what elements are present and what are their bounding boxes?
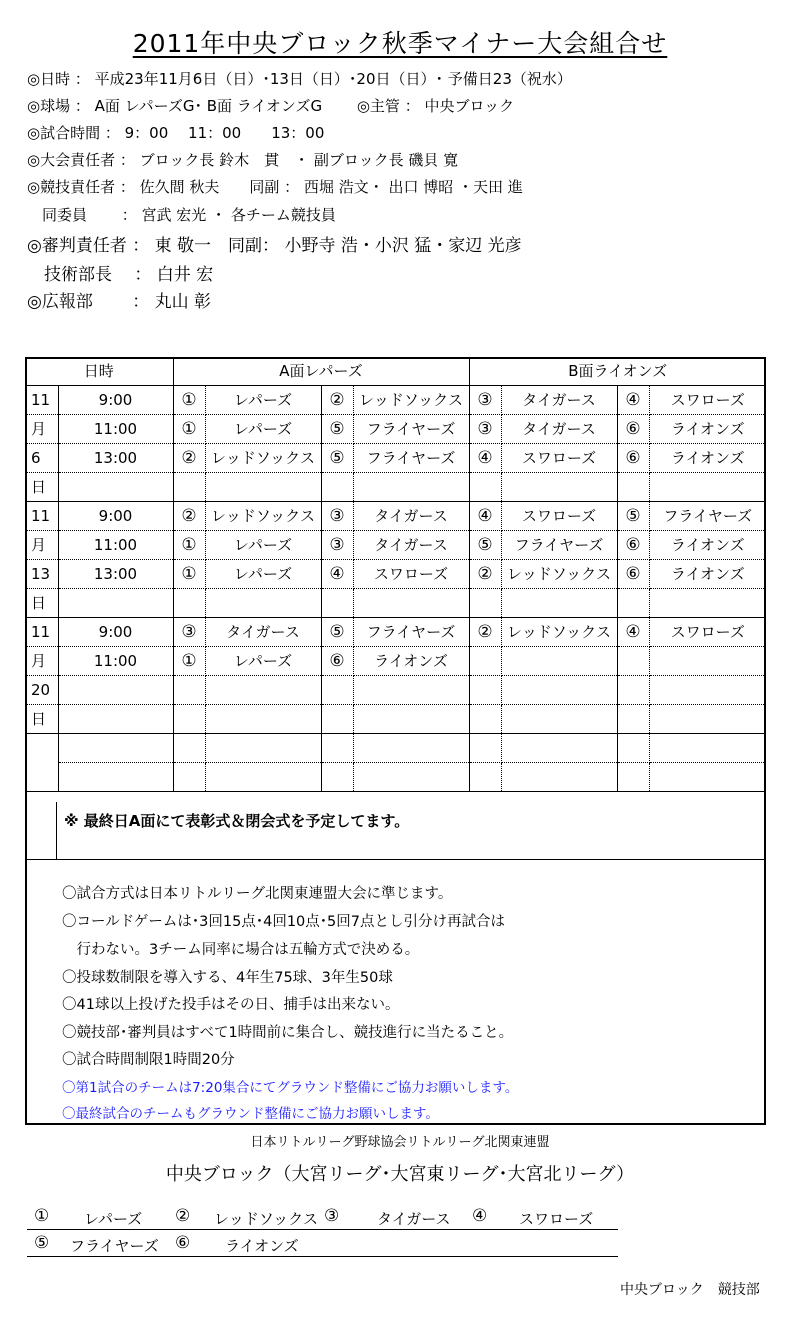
team-name <box>205 472 321 501</box>
team-number <box>321 588 353 617</box>
rule-line: 〇競技部･審判員はすべて1時間前に集合し、競技進行に当たること。 <box>62 1025 514 1041</box>
team-number: ④ <box>617 617 649 646</box>
time-cell <box>58 704 173 733</box>
legend-team: ライオンズ <box>225 1237 299 1255</box>
info-line: ◎試合時間 ： 9：00 11：00 13：00 <box>27 124 325 142</box>
empty-cell <box>58 762 173 791</box>
header-date: 日時 <box>25 357 173 385</box>
team-number: ② <box>321 385 353 414</box>
team-name: レパーズ <box>205 646 321 675</box>
legend-number: ① <box>34 1206 50 1226</box>
day-label: 日 <box>25 472 58 501</box>
time-cell <box>58 588 173 617</box>
team-number: ② <box>173 501 205 530</box>
team-name <box>205 588 321 617</box>
team-number <box>321 675 353 704</box>
team-name <box>649 646 766 675</box>
team-number: ③ <box>321 530 353 559</box>
team-number: ④ <box>617 385 649 414</box>
empty-cell <box>25 762 58 791</box>
legend-underline <box>27 1256 618 1257</box>
empty-cell <box>501 733 617 762</box>
info-line: ◎広報部 ： 丸山 彰 <box>27 292 212 312</box>
empty-cell <box>173 733 205 762</box>
team-number: ① <box>173 414 205 443</box>
note-bottom-rule <box>25 859 766 860</box>
time-cell <box>58 675 173 704</box>
team-number: ⑥ <box>617 414 649 443</box>
legend-team: レッドソックス <box>214 1210 318 1228</box>
team-name: タイガース <box>353 530 469 559</box>
team-name <box>353 588 469 617</box>
info-line: ◎審判責任者 ： 東 敬一 同副： 小野寺 浩・小沢 猛・家辺 光彦 <box>27 236 522 256</box>
team-name: ライオンズ <box>649 443 766 472</box>
day-label: 月 <box>25 530 58 559</box>
rule-line: 行わない。3チーム同率に場合は五輪方式で決める。 <box>62 942 420 958</box>
time-cell: 9:00 <box>58 501 173 530</box>
rule-line: 〇投球数制限を導入する、4年生75球、3年生50球 <box>62 970 393 986</box>
time-cell: 9:00 <box>58 617 173 646</box>
team-number: ② <box>173 443 205 472</box>
empty-cell <box>205 762 321 791</box>
team-name: レパーズ <box>205 385 321 414</box>
day-label: 11 <box>25 617 58 646</box>
team-number: ④ <box>469 443 501 472</box>
team-number <box>469 704 501 733</box>
legend-number: ③ <box>324 1206 340 1226</box>
team-name: フライヤーズ <box>649 501 766 530</box>
team-number: ⑤ <box>469 530 501 559</box>
empty-cell <box>58 733 173 762</box>
empty-cell <box>321 733 353 762</box>
header-field-b: B面ライオンズ <box>469 357 766 385</box>
team-number: ③ <box>469 385 501 414</box>
team-name <box>353 472 469 501</box>
team-number: ④ <box>321 559 353 588</box>
team-name: フライヤーズ <box>353 617 469 646</box>
team-number <box>617 472 649 501</box>
team-name <box>501 588 617 617</box>
team-name: レッドソックス <box>353 385 469 414</box>
team-name: スワローズ <box>353 559 469 588</box>
time-cell: 11:00 <box>58 646 173 675</box>
block-name: 中央ブロック（大宮リーグ･大宮東リーグ･大宮北リーグ） <box>165 1164 635 1185</box>
day-label: 11 <box>25 385 58 414</box>
team-name: ライオンズ <box>649 559 766 588</box>
team-name: タイガース <box>501 385 617 414</box>
empty-cell <box>353 762 469 791</box>
page-title: 2011年中央ブロック秋季マイナー大会組合せ <box>132 29 668 58</box>
team-number: ① <box>173 646 205 675</box>
team-name: タイガース <box>205 617 321 646</box>
team-name <box>649 588 766 617</box>
time-cell: 11:00 <box>58 530 173 559</box>
team-name: レッドソックス <box>205 443 321 472</box>
legend-number: ⑤ <box>34 1233 50 1253</box>
team-number: ① <box>173 385 205 414</box>
rule-line: 〇試合時間制限1時間20分 <box>62 1052 235 1068</box>
time-cell: 13:00 <box>58 443 173 472</box>
team-number: ⑥ <box>321 646 353 675</box>
rule-line: 〇最終試合のチームもグラウンド整備にご協力お願いします。 <box>62 1106 439 1122</box>
team-number <box>617 704 649 733</box>
legend-team: タイガース <box>377 1210 451 1228</box>
team-number: ② <box>469 617 501 646</box>
team-number: ⑤ <box>321 617 353 646</box>
empty-cell <box>649 762 766 791</box>
team-number <box>173 675 205 704</box>
legend-underline <box>27 1229 618 1230</box>
rule-line: 〇コールドゲームは･3回15点･4回10点･5回7点とし引分け再試合は <box>62 914 505 930</box>
day-label: 月 <box>25 646 58 675</box>
team-name <box>501 704 617 733</box>
day-label: 20 <box>25 675 58 704</box>
team-number: ⑥ <box>617 530 649 559</box>
team-name: レッドソックス <box>205 501 321 530</box>
empty-cell <box>469 733 501 762</box>
time-cell: 13:00 <box>58 559 173 588</box>
team-name: ライオンズ <box>649 414 766 443</box>
team-number: ① <box>173 530 205 559</box>
empty-cell <box>205 733 321 762</box>
legend-team: スワローズ <box>519 1210 594 1228</box>
team-name: フライヤーズ <box>353 443 469 472</box>
day-label: 日 <box>25 588 58 617</box>
team-name <box>353 675 469 704</box>
team-number: ① <box>173 559 205 588</box>
rule-line: 〇試合方式は日本リトルリーグ北関東連盟大会に準じます。 <box>62 886 453 902</box>
team-number: ⑤ <box>617 501 649 530</box>
team-name <box>353 704 469 733</box>
empty-cell <box>469 762 501 791</box>
day-label: 13 <box>25 559 58 588</box>
team-name <box>205 704 321 733</box>
team-name <box>649 704 766 733</box>
schedule-table <box>25 357 766 792</box>
team-number <box>617 646 649 675</box>
team-name: スワローズ <box>501 443 617 472</box>
footer-signature: 中央ブロック 競技部 <box>620 1282 760 1298</box>
team-name <box>501 646 617 675</box>
team-name: レッドソックス <box>501 559 617 588</box>
team-number: ⑥ <box>617 559 649 588</box>
rule-line: 〇41球以上投げた投手はその日、捕手は出来ない。 <box>62 997 400 1013</box>
empty-cell <box>617 733 649 762</box>
team-number: ⑤ <box>321 443 353 472</box>
day-label: 日 <box>25 704 58 733</box>
team-name <box>501 675 617 704</box>
info-line: 技術部長 ： 白井 宏 <box>27 265 214 285</box>
info-line: ◎競技責任者 ： 佐久間 秋夫 同副 ： 西堀 浩文・ 出口 博昭 ・天田 進 <box>27 178 523 196</box>
day-label: 6 <box>25 443 58 472</box>
team-number: ⑥ <box>617 443 649 472</box>
team-number: ④ <box>469 501 501 530</box>
team-name: レパーズ <box>205 559 321 588</box>
team-number <box>617 675 649 704</box>
team-number <box>173 704 205 733</box>
empty-cell <box>173 762 205 791</box>
team-number: ⑤ <box>321 414 353 443</box>
time-cell <box>58 472 173 501</box>
federation-name: 日本リトルリーグ野球協会リトルリーグ北関東連盟 <box>250 1135 550 1150</box>
team-number <box>617 588 649 617</box>
info-line: ◎大会責任者 ： ブロック長 鈴木 貫 ・ 副ブロック長 磯貝 寛 <box>27 151 459 169</box>
team-number <box>469 646 501 675</box>
team-name: スワローズ <box>649 617 766 646</box>
team-name: スワローズ <box>501 501 617 530</box>
team-number: ③ <box>469 414 501 443</box>
note-divider <box>56 802 57 860</box>
header-field-a: A面レパーズ <box>173 357 469 385</box>
empty-cell <box>617 762 649 791</box>
team-name: タイガース <box>501 414 617 443</box>
team-name: レパーズ <box>205 530 321 559</box>
team-name <box>649 675 766 704</box>
rule-line: 〇第1試合のチームは7:20集合にてグラウンド整備にご協力お願いします。 <box>62 1080 519 1096</box>
time-cell: 9:00 <box>58 385 173 414</box>
team-name <box>501 472 617 501</box>
time-cell: 11:00 <box>58 414 173 443</box>
team-name: ライオンズ <box>649 530 766 559</box>
team-name: レパーズ <box>205 414 321 443</box>
team-number: ③ <box>321 501 353 530</box>
team-number <box>321 704 353 733</box>
team-number <box>469 588 501 617</box>
team-number <box>469 472 501 501</box>
team-number <box>173 588 205 617</box>
team-name: フライヤーズ <box>353 414 469 443</box>
schedule-note: ※ 最終日A面にて表彰式＆閉会式を予定してます。 <box>64 812 410 830</box>
team-number <box>173 472 205 501</box>
team-number: ② <box>469 559 501 588</box>
info-line: ◎日時 ： 平成23年11月6日（日）･13日（日）･20日（日）･ 予備日23（祝水） <box>27 70 572 88</box>
day-label: 月 <box>25 414 58 443</box>
legend-number: ② <box>175 1206 191 1226</box>
team-number <box>469 675 501 704</box>
team-name <box>649 472 766 501</box>
empty-cell <box>501 762 617 791</box>
legend-number: ⑥ <box>175 1233 191 1253</box>
empty-cell <box>25 733 58 762</box>
empty-cell <box>321 762 353 791</box>
empty-cell <box>353 733 469 762</box>
team-name: スワローズ <box>649 385 766 414</box>
team-number: ③ <box>173 617 205 646</box>
day-label: 11 <box>25 501 58 530</box>
team-number <box>321 472 353 501</box>
empty-cell <box>649 733 766 762</box>
team-name: ライオンズ <box>353 646 469 675</box>
info-line: 同委員 ： 宮武 宏光 ・ 各チーム競技員 <box>27 206 336 224</box>
team-name: レッドソックス <box>501 617 617 646</box>
team-name: フライヤーズ <box>501 530 617 559</box>
legend-team: レパーズ <box>84 1210 143 1228</box>
team-name: タイガース <box>353 501 469 530</box>
info-line: ◎球場 ： A面 レパーズG･ B面 ライオンズG ◎主管 ： 中央ブロック <box>27 97 515 115</box>
legend-team: フライヤーズ <box>70 1237 159 1255</box>
legend-number: ④ <box>472 1206 488 1226</box>
team-name <box>205 675 321 704</box>
